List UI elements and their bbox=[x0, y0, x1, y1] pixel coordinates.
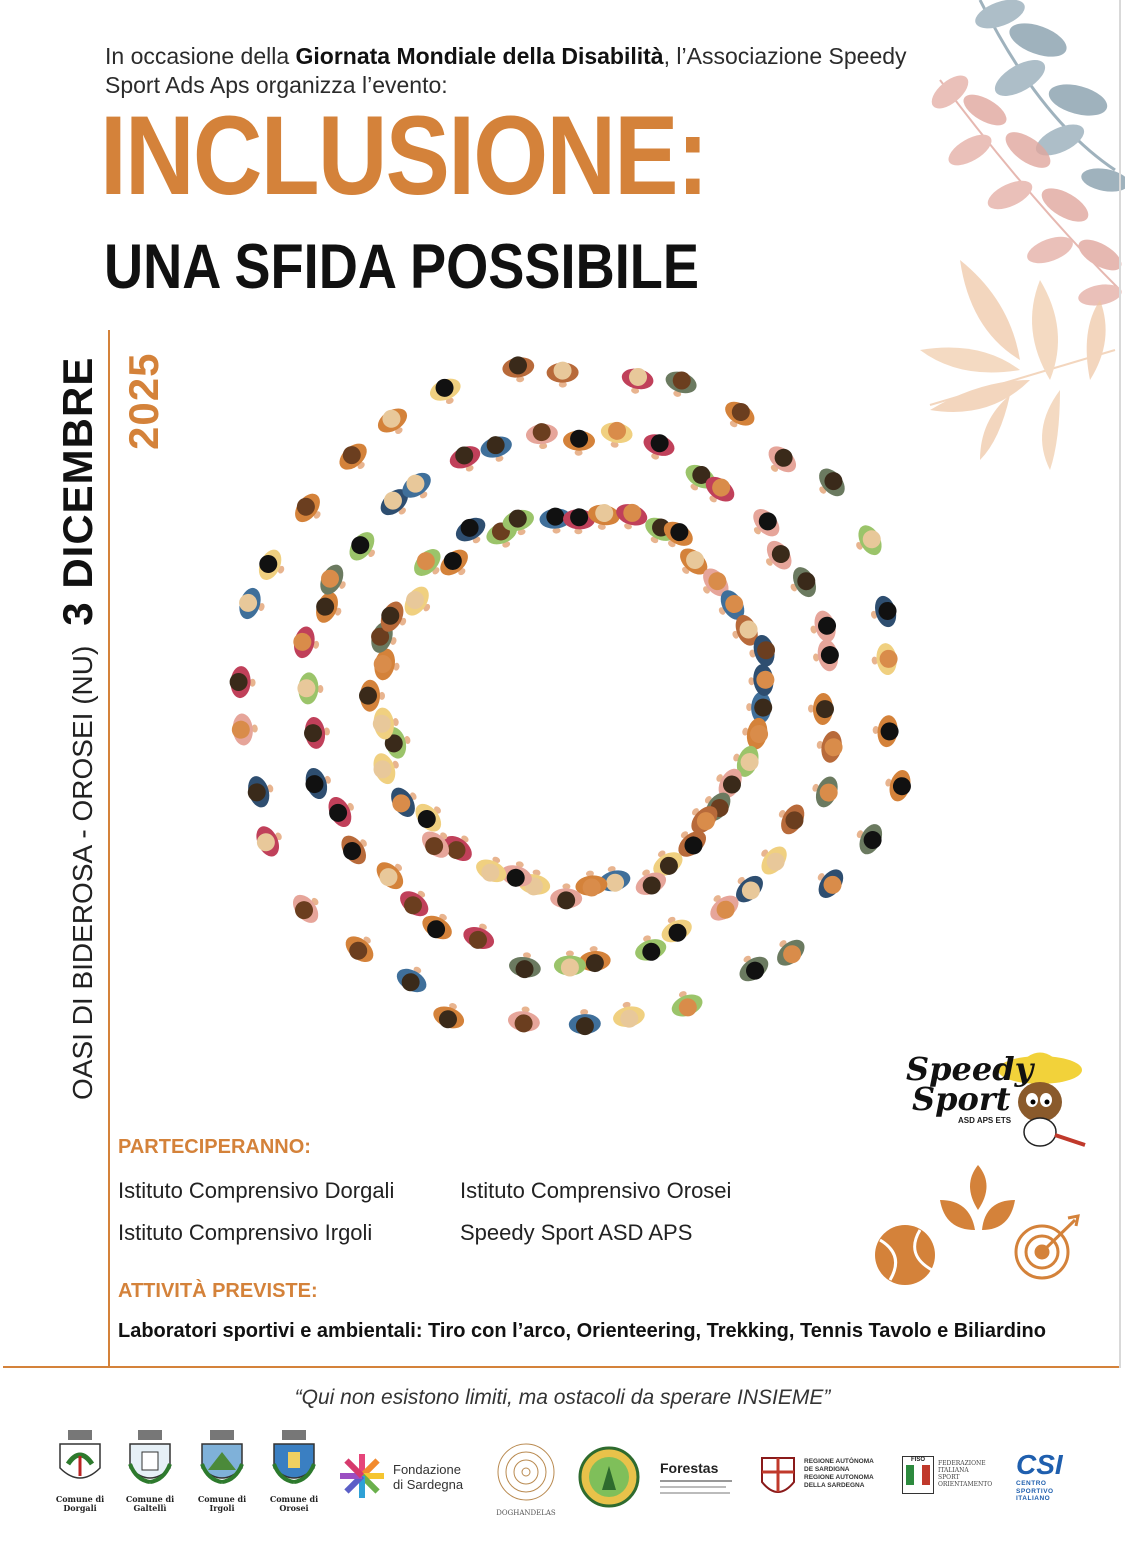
person-figure bbox=[814, 729, 845, 765]
fondazione-line1: Fondazione bbox=[393, 1462, 461, 1477]
page-title: INCLUSIONE: bbox=[100, 93, 708, 218]
fiso-badge bbox=[902, 1456, 934, 1494]
motto-quote: “Qui non esistono limiti, ma ostacoli da sperare INSIEME” bbox=[294, 1386, 831, 1409]
event-year: 2025 bbox=[120, 352, 167, 450]
person-figure bbox=[297, 672, 325, 705]
person-figure bbox=[344, 527, 384, 568]
association-round-logo bbox=[578, 1446, 640, 1508]
participant-item: Istituto Comprensivo Dorgali bbox=[118, 1178, 395, 1203]
coat-of-arms-icon bbox=[266, 1430, 322, 1490]
coat-of-arms-icon bbox=[122, 1430, 178, 1490]
person-figure bbox=[784, 563, 822, 603]
doghandelas-circles-icon bbox=[492, 1440, 560, 1504]
person-figure bbox=[667, 986, 706, 1022]
person-figure bbox=[598, 419, 634, 450]
person-figure bbox=[772, 798, 810, 838]
participant-item: Istituto Comprensivo Irgoli bbox=[118, 1220, 373, 1245]
person-figure bbox=[336, 828, 376, 869]
person-figure bbox=[501, 354, 537, 385]
regione-line: REGIONE AUTONOMA bbox=[804, 1474, 874, 1481]
fondazione-sardegna-logo bbox=[338, 1452, 483, 1504]
fondazione-star-icon bbox=[338, 1452, 386, 1500]
comune-name: Galtellì bbox=[133, 1503, 167, 1513]
person-figure bbox=[254, 546, 291, 586]
comune-dorgali-logo bbox=[52, 1430, 108, 1513]
speedy-line1: Speedy bbox=[906, 1050, 1034, 1088]
event-location: OASI DI BIDEROSA - OROSEI (NU) bbox=[67, 645, 98, 1100]
person-figure bbox=[410, 796, 450, 837]
person-figure bbox=[435, 544, 476, 584]
person-figure bbox=[568, 1008, 601, 1036]
comune-galtelli-logo bbox=[122, 1430, 178, 1513]
sport-activities-icons bbox=[870, 1160, 1090, 1290]
person-figure bbox=[230, 712, 259, 746]
fondazione-line2: di Sardegna bbox=[393, 1477, 464, 1492]
comune-name: Irgoli bbox=[209, 1503, 235, 1513]
speedy-sport-logo bbox=[900, 1040, 1090, 1160]
csi-logo bbox=[1016, 1450, 1076, 1503]
person-figure bbox=[334, 438, 375, 479]
regione-line: DE SARDIGNA bbox=[804, 1466, 850, 1473]
person-figure bbox=[661, 367, 700, 402]
participant-item: Istituto Comprensivo Orosei bbox=[460, 1178, 732, 1203]
person-figure bbox=[426, 374, 465, 410]
person-figure bbox=[752, 839, 792, 880]
fiso-line: ORIENTAMENTO bbox=[938, 1481, 993, 1488]
activities-heading: ATTIVITÀ PREVISTE: bbox=[118, 1280, 318, 1302]
fiso-line: FEDERAZIONE bbox=[938, 1460, 986, 1467]
person-figure bbox=[849, 521, 887, 561]
person-figure bbox=[810, 638, 841, 674]
target-arrow-icon bbox=[1016, 1216, 1078, 1278]
right-frame-line bbox=[1119, 0, 1121, 1368]
person-figure bbox=[287, 887, 327, 928]
person-figure bbox=[229, 666, 257, 699]
doghandelas-logo bbox=[492, 1440, 560, 1517]
csi-line: ITALIANO bbox=[1016, 1495, 1051, 1502]
comune-label: Comune di bbox=[269, 1494, 319, 1504]
page-subtitle: UNA SFIDA POSSIBILE bbox=[104, 232, 700, 302]
csi-line: CENTRO bbox=[1016, 1480, 1047, 1487]
doghandelas-label: DOGHANDELAS bbox=[496, 1509, 556, 1517]
fiso-line: ITALIANA bbox=[938, 1467, 969, 1474]
person-figure bbox=[806, 608, 840, 646]
person-figure bbox=[430, 998, 469, 1034]
person-figure bbox=[371, 647, 403, 683]
person-figure bbox=[302, 715, 332, 750]
person-figure bbox=[373, 403, 414, 442]
person-figure bbox=[760, 441, 801, 482]
csi-badge: CSI bbox=[1016, 1449, 1063, 1480]
person-figure bbox=[881, 766, 914, 804]
comune-label: Comune di bbox=[55, 1494, 105, 1504]
intro-bold: Giornata Mondiale della Disabilità bbox=[295, 43, 664, 69]
coat-of-arms-icon bbox=[194, 1430, 250, 1490]
person-figure bbox=[289, 488, 329, 529]
person-figure bbox=[769, 931, 810, 972]
horizontal-divider bbox=[3, 1366, 1120, 1368]
comune-irgoli-logo bbox=[194, 1430, 250, 1513]
leaves-icon bbox=[940, 1165, 1015, 1230]
person-figure bbox=[867, 593, 901, 631]
comune-label: Comune di bbox=[197, 1494, 247, 1504]
comune-orosei-logo bbox=[266, 1430, 322, 1513]
person-figure bbox=[359, 680, 386, 712]
person-figure bbox=[340, 927, 381, 967]
comune-label: Comune di bbox=[125, 1494, 175, 1504]
forestas-logo bbox=[660, 1460, 740, 1494]
person-figure bbox=[290, 624, 322, 661]
person-figure bbox=[610, 999, 646, 1031]
person-figure bbox=[732, 948, 773, 987]
person-figure bbox=[758, 536, 798, 577]
participant-item: Speedy Sport ASD APS bbox=[460, 1220, 693, 1245]
person-figure bbox=[251, 821, 288, 861]
person-figure bbox=[392, 960, 433, 998]
person-figure bbox=[244, 772, 278, 810]
person-figure bbox=[554, 951, 586, 977]
forestas-label: Forestas bbox=[660, 1460, 719, 1476]
person-figure bbox=[807, 692, 834, 725]
event-info-vertical bbox=[54, 300, 170, 1100]
person-figure bbox=[850, 818, 887, 858]
person-figure bbox=[619, 365, 656, 397]
person-figure bbox=[460, 918, 499, 954]
person-figure bbox=[525, 421, 560, 450]
fiso-line: SPORT bbox=[938, 1474, 960, 1481]
person-figure bbox=[871, 714, 900, 749]
person-figure bbox=[371, 854, 412, 895]
fiso-badge-text: FISO bbox=[910, 1457, 925, 1463]
person-figure bbox=[507, 950, 543, 981]
person-figure bbox=[235, 585, 269, 623]
person-figure bbox=[718, 396, 759, 435]
person-figure bbox=[747, 663, 776, 698]
activities-text: Laboratori sportivi e ambientali: Tiro con l’arco, Orienteering, Trekking, Tennis Tavolo e Biliardino bbox=[118, 1320, 1046, 1342]
participants-heading: PARTECIPERANNO: bbox=[118, 1136, 311, 1158]
speedy-logo-text bbox=[906, 1050, 1034, 1118]
intro-suffix: , l’Associazione Speedy Sport Ads Aps organizza l’evento: bbox=[105, 43, 907, 98]
person-figure bbox=[507, 1004, 542, 1034]
person-figure bbox=[744, 503, 785, 544]
person-figure bbox=[301, 764, 336, 802]
person-figure bbox=[870, 642, 900, 677]
speedy-line2: Sport bbox=[912, 1080, 1011, 1118]
person-figure bbox=[546, 361, 578, 388]
tennis-ball-icon bbox=[875, 1225, 935, 1285]
person-figure bbox=[399, 582, 438, 623]
regione-line: DELLA SARDEGNA bbox=[804, 1482, 865, 1489]
speedy-logo-sub: ASD APS ETS bbox=[958, 1116, 1012, 1125]
person-figure bbox=[586, 501, 622, 532]
event-date: 3 DICEMBRE bbox=[54, 356, 101, 626]
person-figure bbox=[451, 512, 492, 551]
person-figure bbox=[810, 463, 850, 504]
regione-shield-icon bbox=[758, 1454, 798, 1502]
coat-of-arms-icon bbox=[52, 1430, 108, 1490]
person-figure bbox=[323, 791, 360, 831]
person-figure bbox=[807, 772, 842, 811]
person-figure bbox=[478, 432, 516, 466]
csi-line: SPORTIVO bbox=[1016, 1487, 1054, 1495]
person-figure bbox=[446, 441, 486, 477]
regione-line: REGIONE AUTÒNOMA bbox=[804, 1458, 874, 1465]
crowd-circle-illustration bbox=[200, 330, 960, 1120]
person-figure bbox=[562, 429, 595, 456]
comune-name: Orosei bbox=[279, 1503, 309, 1513]
person-figure bbox=[809, 862, 849, 903]
intro-prefix: In occasione della bbox=[105, 43, 296, 69]
intro-text bbox=[105, 42, 945, 100]
comune-name: Dorgali bbox=[63, 1503, 97, 1513]
person-figure bbox=[639, 429, 678, 464]
